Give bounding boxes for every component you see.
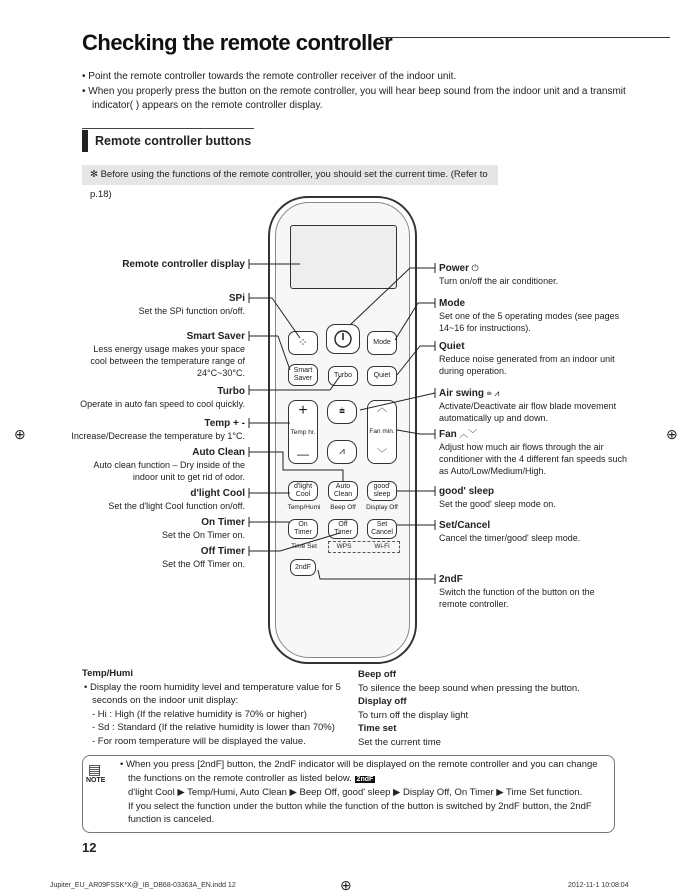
label-power: Power ⏻ Turn on/off the air conditioner. xyxy=(439,263,559,286)
label-smart-saver: Smart Saver Less energy usage makes your space cool between the temperature range of 24°C~30°C. xyxy=(90,331,245,378)
label-auto-clean: Auto Clean Auto clean function – Dry inside of the indoor unit to get rid of odor. xyxy=(93,447,245,482)
note-text xyxy=(118,758,603,827)
label-remote-display: Remote controller display xyxy=(122,259,245,270)
temp-humi-title: Temp/Humi xyxy=(82,668,134,679)
note-icon: ▤ xyxy=(88,761,102,777)
label-quiet: Quiet Reduce noise generated from an indoor unit during operation. xyxy=(439,341,615,376)
note-line-1: • When you press [2ndF] button, the 2ndF indicator will be displayed on the remote controller and you can change the functions on the remote controller as listed below. 2ndF xyxy=(120,759,598,784)
beep-off-desc: To silence the beep sound when pressing the button. xyxy=(358,682,580,694)
dlight-cool-button[interactable]: d'light Cool xyxy=(288,481,318,501)
time-set-title: Time set xyxy=(358,723,397,734)
temp-humi-line-3: - For room temperature will be displayed the value. xyxy=(92,735,306,747)
page-number: 12 xyxy=(82,840,97,855)
note-label: NOTE xyxy=(86,777,106,784)
temp-plus[interactable]: + xyxy=(298,402,308,419)
bullet-1: • Point the remote controller towards the remote controller receiver of the indoor unit. xyxy=(82,71,457,82)
registration-mark-right: ⊕ xyxy=(666,426,678,442)
label-turbo: Turbo Operate in auto fan speed to cool quickly. xyxy=(80,386,245,409)
time-set-sublabel: Time Set xyxy=(291,543,317,550)
label-dlight-cool: d'light Cool Set the d'light Cool function on/off. xyxy=(108,488,245,511)
label-fan: Fan ︿﹀ Adjust how much air flows through the air conditioner with the 4 different fan speeds such as Auto/Low/Medium/High. xyxy=(439,429,627,476)
label-on-timer: On Timer Set the On Timer on. xyxy=(161,517,245,540)
label-mode: Mode Set one of the 5 operating modes (see pages 14~16 for instructions). xyxy=(439,298,620,333)
smart-saver-button[interactable]: Smart Saver xyxy=(288,364,318,386)
fan-up-icon[interactable]: ︿ xyxy=(377,403,387,414)
second-fn-badge: 2ndF xyxy=(356,775,374,783)
wps-sublabel: WPS xyxy=(336,543,352,550)
label-spi: SPi Set the SPi function on/off. xyxy=(138,293,245,316)
footer-file: Jupiter_EU_AR09FSSK*X@_IB_DB68-03363A_EN.indd 12 xyxy=(50,882,236,889)
temp-humi-sublabel: Temp/Humi xyxy=(287,504,321,511)
section-title: Remote controller buttons xyxy=(82,130,251,152)
label-off-timer: Off Timer Set the Off Timer on. xyxy=(162,546,245,569)
set-cancel-button[interactable]: Set Cancel xyxy=(367,519,397,539)
power-small-icon: ⏻ xyxy=(471,263,479,273)
time-set-desc: Set the current time xyxy=(358,736,441,748)
temp-minus[interactable]: — xyxy=(297,447,309,461)
display-off-title: Display off xyxy=(358,696,407,707)
bullet-2: • When you properly press the button on the remote controller, you will hear beep sound from the indoor unit and a transmit indicator( ) appears on the remote controller display. xyxy=(82,86,626,111)
page-title: Checking the remote controller xyxy=(82,30,393,55)
beep-off-sublabel: Beep Off xyxy=(330,504,356,511)
spi-icon: ⁘ xyxy=(298,337,308,349)
air-swing-up-icon: ⩧ xyxy=(339,406,345,417)
label-set-cancel: Set/Cancel Cancel the timer/good' sleep mode. xyxy=(439,520,581,543)
second-function-button[interactable]: 2ndF xyxy=(290,559,316,576)
note-line-3: If you select the function under the button while the function of the button is switched by 2ndF button, the 2ndF function is canceled. xyxy=(128,800,592,825)
fan-down-icon[interactable]: ﹀ xyxy=(377,449,387,460)
temp-humi-line-0: • Display the room humidity level and temperature value for 5 seconds on the indoor unit display: xyxy=(84,681,341,706)
auto-clean-button[interactable]: Auto Clean xyxy=(328,481,358,501)
mode-button[interactable]: Mode xyxy=(367,331,397,355)
air-swing-icon: ⩧ ⩘ xyxy=(486,388,500,398)
registration-mark-bottom: ⊕ xyxy=(340,877,352,893)
temp-humi-line-1: - Hi : High (If the relative humidity is 70% or higher) xyxy=(92,708,307,720)
beep-off-title: Beep off xyxy=(358,669,396,680)
footer-date: 2012-11-1 10:08:04 xyxy=(568,882,629,889)
label-2ndf: 2ndF Switch the function of the button on the remote controller. xyxy=(439,574,595,609)
registration-mark-left: ⊕ xyxy=(14,426,26,442)
temp-humi-section xyxy=(82,667,342,748)
display-off-sublabel: Display Off xyxy=(366,504,398,511)
temp-label: Temp hr. xyxy=(290,429,316,436)
quiet-button[interactable]: Quiet xyxy=(367,366,397,386)
label-air-swing: Air swing ⩧ ⩘ Activate/Deactivate air flow blade movement automatically up and down. xyxy=(439,388,617,423)
air-swing-side-icon: ⩘ xyxy=(339,446,345,457)
temp-humi-line-2: - Sd : Standard (If the relative humidity is lower than 70%) xyxy=(92,722,335,733)
note-line-2: d'light Cool ▶ Temp/Humi, Auto Clean ▶ Beep Off, good' sleep ▶ Display Off, On Timer ▶ Time Set function. xyxy=(128,787,583,798)
turbo-button[interactable]: Turbo xyxy=(328,366,358,386)
label-good-sleep: good' sleep Set the good' sleep mode on. xyxy=(439,486,556,509)
wifi-sublabel: Wi-Fi xyxy=(374,543,390,550)
off-timer-button[interactable]: Off Timer xyxy=(328,519,358,539)
time-note: ✻ Before using the functions of the remote controller, you should set the current time. (Refer to p.18) xyxy=(82,165,498,185)
on-timer-button[interactable]: On Timer xyxy=(288,519,318,539)
fan-arrows-icon: ︿﹀ xyxy=(459,429,478,439)
beep-display-time-section xyxy=(358,668,608,749)
label-temp: Temp + - Increase/Decrease the temperature by 1°C. xyxy=(71,418,245,441)
fan-label: Fan min. xyxy=(369,428,395,435)
display-off-desc: To turn off the display light xyxy=(358,709,469,721)
good-sleep-button[interactable]: good' sleep xyxy=(367,481,397,501)
